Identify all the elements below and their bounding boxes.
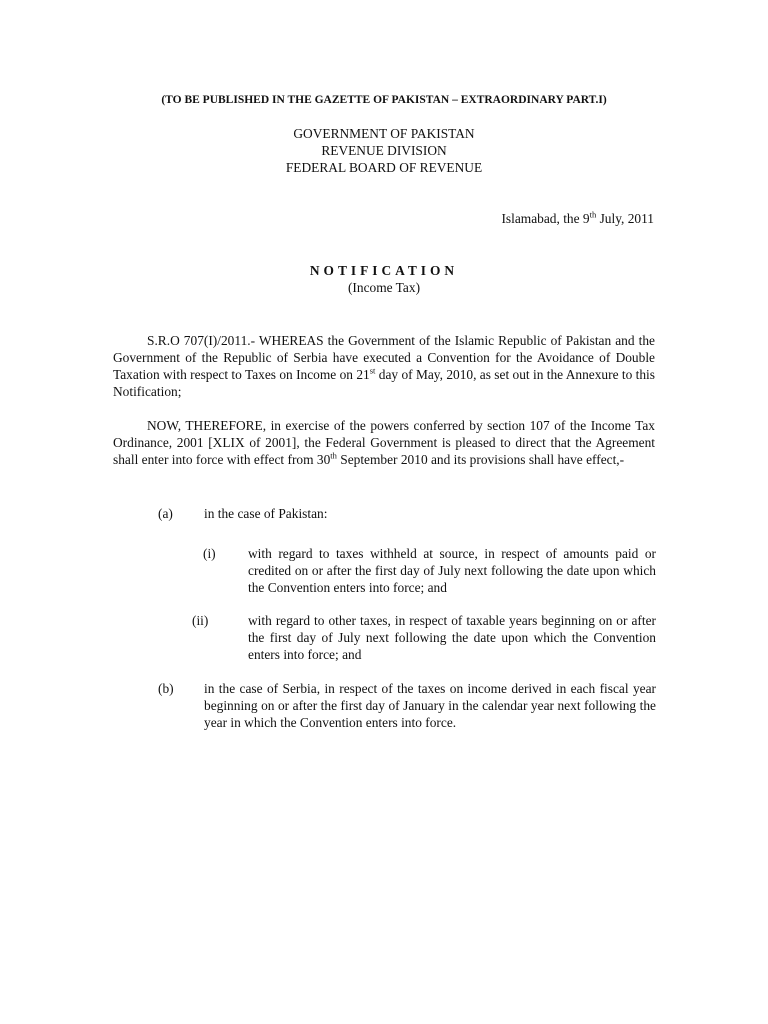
clause-i-marker: (i)	[203, 546, 216, 561]
date-rest: July, 2011	[596, 211, 654, 226]
para1-ordinal-suffix: st	[369, 365, 376, 376]
para2-ordinal-suffix: th	[330, 450, 337, 461]
clause-b-text: in the case of Serbia, in respect of the taxes on income derived in each fiscal year beginning on or after the first day of January in the calendar year next following the year in which the Convention enters into force.	[204, 681, 656, 730]
clause-ii-marker: (ii)	[192, 613, 209, 628]
clause-b-marker: (b)	[158, 681, 174, 696]
issuing-authority-header	[0, 125, 768, 176]
date-ordinal-suffix: th	[589, 209, 597, 220]
notification-title: NOTIFICATION	[309, 263, 459, 278]
para2-text-before: NOW, THEREFORE, in exercise of the powers conferred by section 107 of the Income Tax Ordinance, 2001 [XLIX of 2001], the Federal Government is pleased to direct that the Agreement shall enter into force with effect from 30	[113, 418, 655, 467]
header-government: GOVERNMENT OF PAKISTAN	[293, 126, 475, 141]
clause-ii-text: with regard to other taxes, in respect of taxable years beginning on or after the first day of July next following the date upon which the Convention enters into force; and	[248, 613, 656, 662]
clause-a-text: in the case of Pakistan:	[204, 506, 328, 521]
header-division: REVENUE DIVISION	[321, 143, 447, 158]
clause-a-marker: (a)	[158, 506, 173, 521]
issue-date	[501, 210, 654, 227]
para1-text-before: S.R.O 707(I)/2011.- WHEREAS the Government of the Islamic Republic of Pakistan and the Government of the Republic of Serbia have executed a Convention for the Avoidance of Double Taxation with respect to Taxes on Income on 21	[113, 333, 655, 382]
gazette-publication-line: (TO BE PUBLISHED IN THE GAZETTE OF PAKISTAN – EXTRAORDINARY PART.I)	[161, 94, 607, 106]
para1-text-after: day of May, 2010, as set out in the Annexure to this Notification;	[113, 367, 655, 399]
header-board: FEDERAL BOARD OF REVENUE	[285, 160, 483, 175]
paragraph-whereas	[113, 332, 655, 400]
notification-subtitle: (Income Tax)	[347, 280, 421, 295]
para2-text-after: September 2010 and its provisions shall have effect,-	[336, 452, 625, 467]
clause-i-text: with regard to taxes withheld at source, in respect of amounts paid or credited on or after the first day of July next following the date upon which the Convention enters into force; and	[248, 546, 656, 595]
date-prefix: Islamabad, the 9	[501, 211, 590, 226]
paragraph-now-therefore	[113, 417, 655, 468]
